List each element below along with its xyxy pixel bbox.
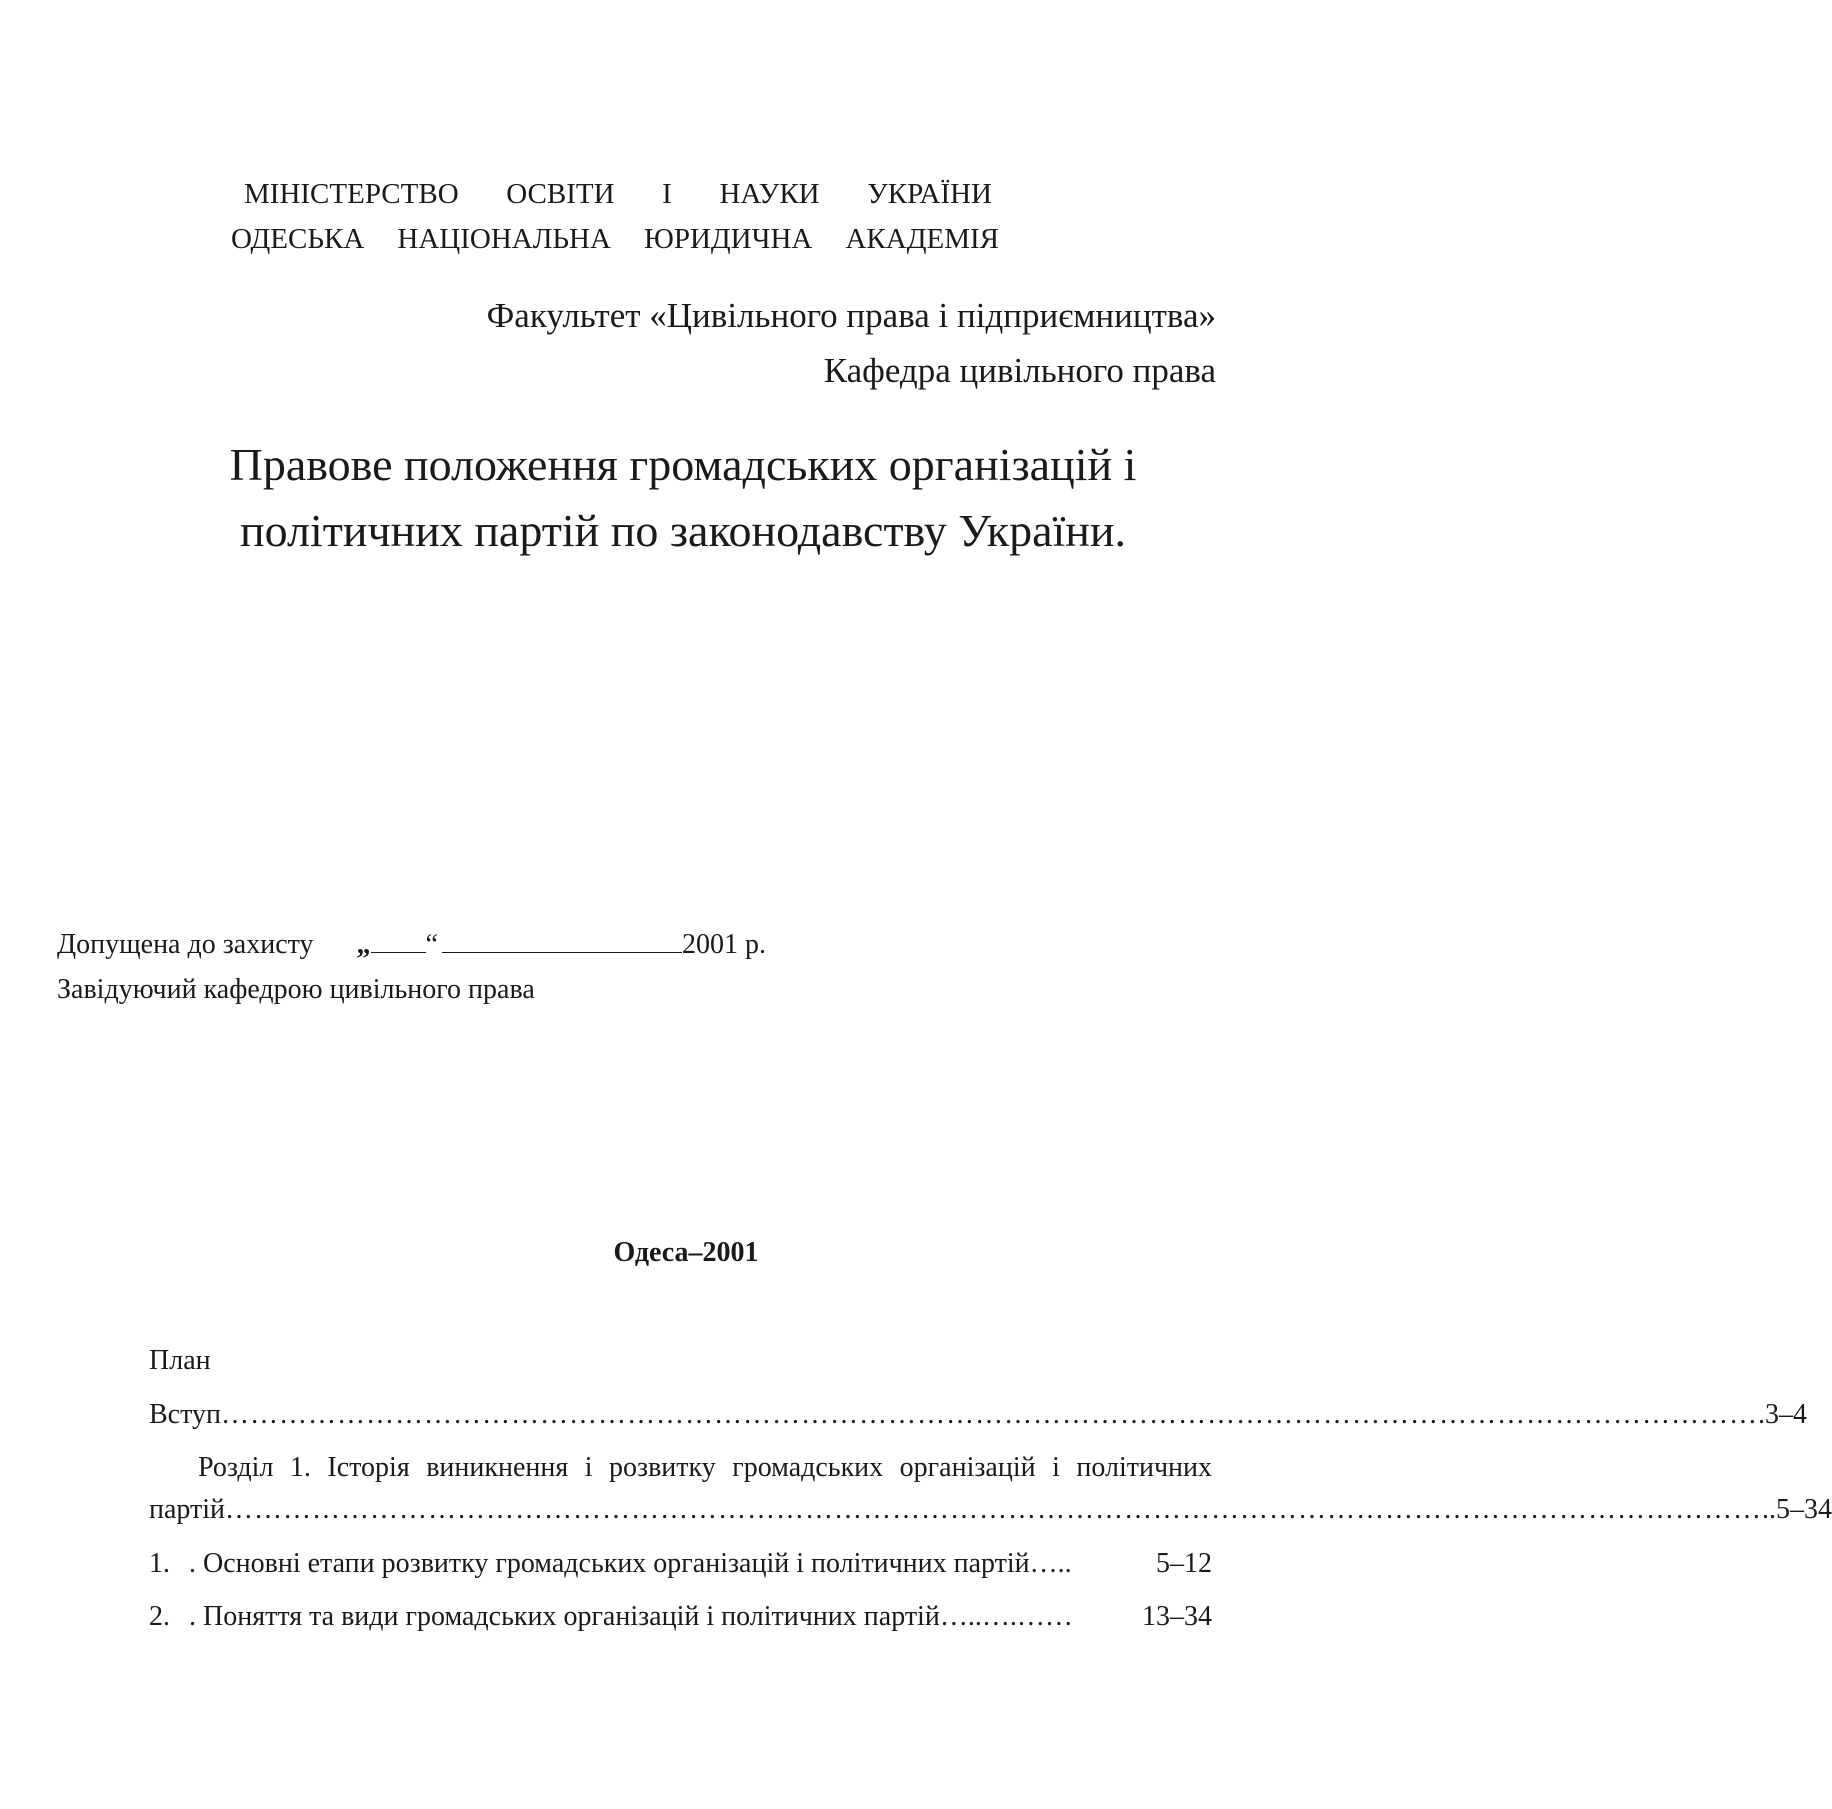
toc-section-1-label: партій [149,1494,226,1525]
faculty-line: Факультет «Цивільного права і підприємництва» [486,296,1216,335]
department-line: Кафедра цивільного права [823,351,1216,390]
plan-heading: План [149,1345,211,1376]
toc-section-1-cont [149,1494,1832,1526]
admitted-label: Допущена до захисту [57,929,314,960]
toc-item-label: . Основні етапи розвитку громадських організацій і політичних партій [189,1548,1030,1579]
toc-item-pages: 13–34 [1142,1601,1212,1632]
month-blank-line [442,928,682,953]
thesis-title [0,432,1369,564]
academy-heading: ОДЕСЬКА НАЦІОНАЛЬНА ЮРИДИЧНА АКАДЕМІЯ [231,223,999,255]
thesis-title-line-2: політичних партій по законодавству України. [239,505,1127,556]
head-of-department: Завідуючий кафедрою цивільного права [57,974,535,1005]
toc-leader-dots: …………………………………………………………………………………………………………………………………………… [225,1494,1763,1525]
toc-item-dots: …..….…… [939,1601,1073,1632]
city-year: Одеса–2001 [613,1237,759,1268]
ministry-heading: МІНІСТЕРСТВО ОСВІТИ І НАУКИ УКРАЇНИ [244,178,992,210]
toc-intro-label: Вступ [149,1399,221,1430]
toc-intro-pages: .3–4 [1757,1399,1807,1430]
year-suffix: 2001 р. [681,929,766,960]
toc-section-1-title: Розділ 1. Історія виникнення і розвитку громадських організацій і політичних [198,1452,1212,1483]
toc-item-number: 1. [149,1548,170,1579]
toc-item-label: . Поняття та види громадських організацій і політичних партій [189,1601,940,1632]
thesis-title-line-1: Правове положення громадських організацій і [229,439,1137,490]
day-blank-line [371,928,426,953]
quote-close: “ [425,929,438,960]
toc-item [149,1601,1212,1633]
toc-item [149,1548,1212,1580]
toc-item-number: 2. [149,1601,170,1632]
quote-open: „ [356,929,371,960]
admitted-to-defense [57,928,766,961]
toc-section-1-pages: ..5–34 [1762,1494,1832,1525]
toc-leader-dots: …………………………………………………………………………………………………………………………………………… [220,1399,1758,1430]
toc-item-dots: ….. [1029,1548,1072,1579]
toc-item-pages: 5–12 [1156,1548,1212,1579]
toc-intro [149,1399,1807,1431]
